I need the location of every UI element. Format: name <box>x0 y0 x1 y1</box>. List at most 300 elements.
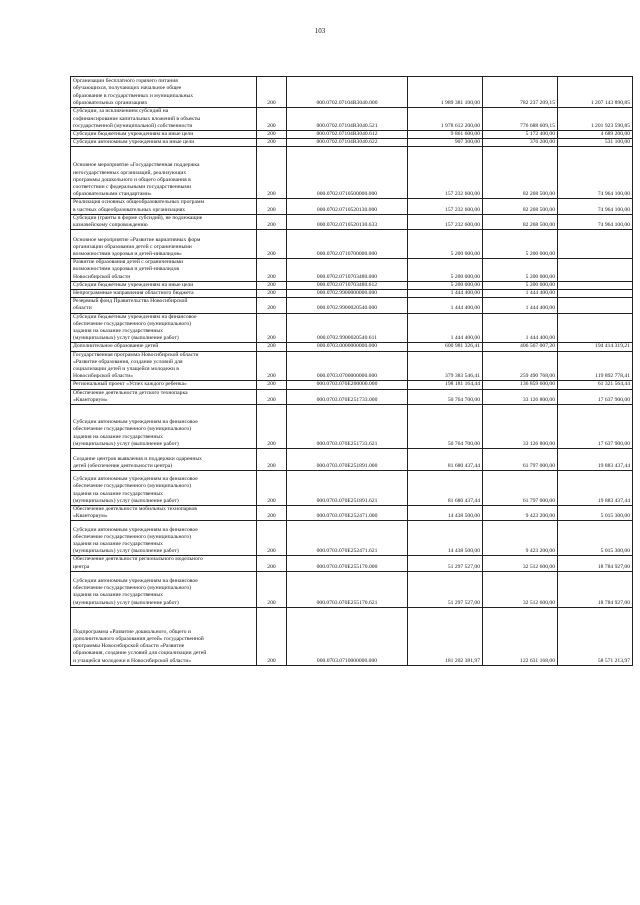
row-executed-amount-text: 5 172 400,00 <box>525 131 555 137</box>
row-executed-amount-cell <box>483 230 558 259</box>
row-remaining-amount-text: 61 321 564,44 <box>597 381 630 388</box>
row-executed-amount-cell <box>483 147 558 199</box>
row-name-cell <box>71 521 257 556</box>
row-approved-amount-text: 5 200 000,00 <box>450 281 480 288</box>
row-admin-code-cell <box>257 343 287 351</box>
row-admin-code-text: 200 <box>267 122 276 129</box>
row-name-cell <box>71 298 257 313</box>
row-name-text: Развитие образования детей с ограниченными возможностями здоровья и детей-инвалидов Новосибирской области <box>73 259 184 280</box>
row-name-text: Субсидии бюджетным учреждениям на финансовое обеспечение государственного (муниципального) задания на оказание государственных (муниципальных) услуг (выполнение работ) <box>73 313 197 342</box>
row-remaining-amount-cell <box>558 259 633 282</box>
row-remaining-amount-cell <box>558 290 633 298</box>
row-approved-amount-cell <box>408 230 483 259</box>
row-approved-amount-text: 50 764 700,00 <box>447 396 480 403</box>
table-row <box>71 471 633 506</box>
row-admin-code-cell <box>257 449 287 471</box>
row-remaining-amount-cell <box>558 506 633 521</box>
row-remaining-amount-cell <box>558 214 633 229</box>
table-row <box>71 556 633 571</box>
row-approved-amount-cell <box>408 313 483 343</box>
row-approved-amount-text: 1 444 400,00 <box>450 290 480 297</box>
table-row <box>71 389 633 404</box>
row-remaining-amount-text: 74 964 100,00 <box>597 222 630 229</box>
row-admin-code-cell <box>257 108 287 131</box>
row-remaining-amount-text: 531 100,00 <box>604 139 630 146</box>
row-executed-amount-text: 5 200 000,00 <box>525 251 555 258</box>
page-number: 103 <box>314 27 326 35</box>
row-name-cell <box>71 556 257 571</box>
row-admin-code-cell <box>257 259 287 282</box>
row-admin-code-text: 200 <box>267 599 276 606</box>
row-admin-code-cell <box>257 506 287 521</box>
row-admin-code-cell <box>257 131 287 139</box>
table-row <box>71 571 633 607</box>
row-remaining-amount-cell <box>558 108 633 131</box>
row-approved-amount-cell <box>408 77 483 108</box>
row-name-text: Обеспечение деятельности детского технопарка «Кванториум» <box>73 389 188 403</box>
row-executed-amount-cell <box>483 214 558 229</box>
row-remaining-amount-cell <box>558 281 633 289</box>
row-admin-code-cell <box>257 77 287 108</box>
row-remaining-amount-cell <box>558 77 633 108</box>
row-executed-amount-cell <box>483 108 558 131</box>
row-name-text: Субсидии автономным учреждениям на финансовое обеспечение государственного (муниципального) задания на оказание государственных (муниципальных) услуг (выполнение работ) <box>73 578 198 606</box>
row-name-text: Основное мероприятие «Развитие вариативных форм организации образования детей с ограниченными возможностями здоровья и детей-инвалидов» <box>73 236 201 258</box>
row-remaining-amount-cell <box>558 607 633 665</box>
row-approved-amount-text: 50 764 700,00 <box>447 440 480 447</box>
row-budget-code-cell <box>287 108 408 131</box>
row-budget-code-cell <box>287 521 408 556</box>
row-remaining-amount-cell <box>558 521 633 556</box>
row-approved-amount-cell <box>408 281 483 289</box>
row-budget-code-cell <box>287 607 408 665</box>
row-remaining-amount-text: 18 784 927,00 <box>597 599 630 606</box>
row-admin-code-cell <box>257 290 287 298</box>
row-name-cell <box>71 139 257 147</box>
row-admin-code-text: 200 <box>267 251 276 258</box>
row-executed-amount-text: 82 268 500,00 <box>522 191 555 198</box>
row-budget-code-text: 000.0703.070E255170.621 <box>316 599 378 606</box>
row-admin-code-text: 200 <box>267 281 276 288</box>
row-approved-amount-cell <box>408 506 483 521</box>
row-remaining-amount-cell <box>558 471 633 506</box>
row-approved-amount-cell <box>408 381 483 389</box>
row-remaining-amount-text: 194 414 319,21 <box>595 343 630 350</box>
row-name-text: Организации бесплатного горячего питания обучающихся, получающих начальное общее образование в государственных и муниципальных образовательных организациях <box>73 78 194 106</box>
row-admin-code-cell <box>257 351 287 381</box>
row-budget-code-cell <box>287 290 408 298</box>
row-approved-amount-cell <box>408 389 483 404</box>
row-name-text: Субсидии автономным учреждениям на финансовое обеспечение государственного (муниципального) задания на оказание государственных (муниципальных) услуг (выполнение работ) <box>73 526 198 555</box>
row-remaining-amount-text: 58 571 213,97 <box>597 657 630 664</box>
table-row <box>71 351 633 381</box>
row-executed-amount-text: 776 688 609,15 <box>520 122 555 129</box>
row-admin-code-text: 200 <box>267 191 276 198</box>
row-approved-amount-text: 1 444 400,00 <box>450 335 480 342</box>
row-name-cell <box>71 281 257 289</box>
table-row <box>71 405 633 449</box>
row-budget-code-text: 000.0702.0710700000.000 <box>316 251 378 258</box>
row-remaining-amount-cell <box>558 230 633 259</box>
row-executed-amount-cell <box>483 281 558 289</box>
row-approved-amount-text: 1 989 381 100,00 <box>440 99 480 106</box>
row-name-cell <box>71 381 257 389</box>
row-executed-amount-text: 9 423 200,00 <box>525 513 555 520</box>
row-remaining-amount-text: 19 883 437,44 <box>597 462 630 469</box>
row-executed-amount-text: 5 200 000,00 <box>525 273 555 280</box>
row-budget-code-cell <box>287 214 408 229</box>
row-executed-amount-text: 136 859 600,00 <box>520 381 555 388</box>
row-budget-code-cell <box>287 77 408 108</box>
row-budget-code-cell <box>287 389 408 404</box>
row-budget-code-cell <box>287 571 408 607</box>
row-approved-amount-text: 1 444 400,00 <box>450 305 480 312</box>
row-budget-code-text: 000.0702.9900000000.000 <box>316 290 378 297</box>
row-approved-amount-cell <box>408 131 483 139</box>
row-remaining-amount-cell <box>558 556 633 571</box>
row-budget-code-text: 000.0702.07104R3040.521 <box>316 122 378 129</box>
row-name-text: Обеспечение деятельности регионального модельного центра <box>73 556 203 570</box>
row-budget-code-cell <box>287 131 408 139</box>
row-budget-code-cell <box>287 351 408 381</box>
row-budget-code-cell <box>287 230 408 259</box>
row-budget-code-text: 000.0703.070E255170.000 <box>316 563 378 570</box>
table-row <box>71 259 633 282</box>
row-admin-code-cell <box>257 571 287 607</box>
row-executed-amount-text: 1 444 400,00 <box>525 335 555 342</box>
row-name-text: Субсидии бюджетным учреждениям на иные цели <box>73 131 194 137</box>
row-admin-code-text: 200 <box>267 335 276 342</box>
row-remaining-amount-text: 1 201 923 590,85 <box>590 122 630 129</box>
row-name-text: Непрограммные направления областного бюджета <box>73 290 194 297</box>
row-executed-amount-text: 122 631 168,00 <box>520 657 555 664</box>
row-name-cell <box>71 230 257 259</box>
row-admin-code-text: 200 <box>267 381 276 388</box>
row-approved-amount-text: 157 232 600,00 <box>445 191 480 198</box>
table-row <box>71 147 633 199</box>
row-name-cell <box>71 108 257 131</box>
row-executed-amount-cell <box>483 571 558 607</box>
row-approved-amount-text: 600 981 326,41 <box>445 343 480 350</box>
row-admin-code-text: 200 <box>267 222 276 229</box>
row-executed-amount-text: 32 512 600,00 <box>522 563 555 570</box>
row-remaining-amount-cell <box>558 298 633 313</box>
row-executed-amount-text: 259 490 768,00 <box>520 373 555 380</box>
row-approved-amount-cell <box>408 449 483 471</box>
row-executed-amount-text: 5 200 000,00 <box>525 281 555 288</box>
row-approved-amount-text: 51 297 527,00 <box>447 599 480 606</box>
row-approved-amount-text: 14 438 500,00 <box>447 548 480 555</box>
row-admin-code-cell <box>257 147 287 199</box>
row-approved-amount-cell <box>408 471 483 506</box>
row-approved-amount-cell <box>408 214 483 229</box>
row-budget-code-text: 000.0703.0710000000.000 <box>316 657 378 664</box>
row-remaining-amount-text: 17 637 900,00 <box>597 396 630 403</box>
row-name-text: Реализация основных общеобразовательных программ в частных общеобразовательных организациях <box>73 199 205 213</box>
row-budget-code-cell <box>287 281 408 289</box>
row-executed-amount-cell <box>483 607 558 665</box>
row-executed-amount-text: 32 512 600,00 <box>522 599 555 606</box>
row-approved-amount-cell <box>408 556 483 571</box>
row-budget-code-text: 000.0703.070E251733.621 <box>316 440 378 447</box>
row-approved-amount-text: 1 978 612 200,00 <box>440 122 480 129</box>
row-approved-amount-text: 198 181 164,44 <box>445 381 480 388</box>
row-name-text: Субсидии автономным учреждениям на иные цели <box>73 139 195 146</box>
row-budget-code-text: 000.0702.07104R3040.612 <box>316 131 378 137</box>
row-remaining-amount-text: 1 207 143 890,85 <box>590 99 630 106</box>
row-name-text: Региональный проект «Успех каждого ребенка» <box>73 381 187 388</box>
row-admin-code-text: 200 <box>267 99 276 106</box>
row-name-cell <box>71 259 257 282</box>
row-remaining-amount-text: 5 015 300,00 <box>600 513 630 520</box>
table-row <box>71 521 633 556</box>
row-name-cell <box>71 607 257 665</box>
row-budget-code-text: 000.0703.070E252471.000 <box>316 513 378 520</box>
row-budget-code-cell <box>287 298 408 313</box>
row-remaining-amount-text: 19 883 437,44 <box>597 497 630 504</box>
row-executed-amount-text: 9 423 200,00 <box>525 548 555 555</box>
row-remaining-amount-text: 17 637 900,00 <box>597 440 630 447</box>
table-row <box>71 290 633 298</box>
row-admin-code-text: 200 <box>267 305 276 312</box>
table-row <box>71 313 633 343</box>
row-name-cell <box>71 313 257 343</box>
row-admin-code-cell <box>257 471 287 506</box>
row-approved-amount-text: 157 232 600,00 <box>445 222 480 229</box>
row-approved-amount-text: 81 680 437,44 <box>447 497 480 504</box>
table-row <box>71 381 633 389</box>
row-remaining-amount-text: 4 689 200,00 <box>600 131 630 137</box>
row-approved-amount-cell <box>408 351 483 381</box>
row-budget-code-text: 000.0703.070E251733.000 <box>316 396 378 403</box>
row-executed-amount-cell <box>483 381 558 389</box>
row-budget-code-cell <box>287 506 408 521</box>
row-remaining-amount-cell <box>558 405 633 449</box>
row-name-text: Субсидии, за исключением субсидий на софинансирование капитальных вложений в объекты государственной (муниципальной) собственности <box>73 108 201 129</box>
row-name-text: Обеспечение деятельности мобильных технопарков «Кванториум» <box>73 506 197 520</box>
row-remaining-amount-cell <box>558 199 633 214</box>
row-budget-code-text: 000.0702.0710520130.000 <box>316 206 378 213</box>
row-name-text: Субсидии бюджетным учреждениям на иные цели <box>73 281 194 288</box>
row-budget-code-text: 000.0702.0710703480.612 <box>316 281 378 288</box>
row-executed-amount-text: 406 567 007,20 <box>520 343 555 350</box>
row-executed-amount-cell <box>483 506 558 521</box>
row-name-text: Подпрограмма «Развитие дошкольного, общего и дополнительного образования детей» государственной программы Новосибирской области «Развитие образования, создание условий для социализации детей и учащейся молодежи в Новосибирской области» <box>73 628 207 664</box>
row-executed-amount-text: 33 126 800,00 <box>522 396 555 403</box>
row-name-cell <box>71 449 257 471</box>
budget-table-body <box>71 77 633 666</box>
row-name-cell <box>71 405 257 449</box>
row-executed-amount-cell <box>483 131 558 139</box>
row-executed-amount-text: 782 237 209,15 <box>520 99 555 106</box>
row-remaining-amount-cell <box>558 131 633 139</box>
row-admin-code-text: 200 <box>267 139 276 146</box>
row-executed-amount-text: 82 268 500,00 <box>522 222 555 229</box>
row-approved-amount-text: 907 300,00 <box>454 139 480 146</box>
row-admin-code-cell <box>257 313 287 343</box>
row-executed-amount-text: 33 126 800,00 <box>522 440 555 447</box>
table-row <box>71 607 633 665</box>
row-remaining-amount-text: 5 015 300,00 <box>600 548 630 555</box>
row-executed-amount-cell <box>483 343 558 351</box>
row-executed-amount-cell <box>483 351 558 381</box>
row-budget-code-text: 000.0703.0000000000.000 <box>316 343 378 350</box>
row-approved-amount-text: 9 861 600,00 <box>450 131 480 137</box>
row-name-cell <box>71 290 257 298</box>
row-executed-amount-text: 61 797 000,00 <box>522 497 555 504</box>
row-admin-code-text: 200 <box>267 462 276 469</box>
row-name-cell <box>71 343 257 351</box>
row-approved-amount-text: 14 438 500,00 <box>447 513 480 520</box>
row-remaining-amount-cell <box>558 389 633 404</box>
table-row <box>71 298 633 313</box>
row-executed-amount-cell <box>483 290 558 298</box>
row-admin-code-text: 200 <box>267 343 276 350</box>
row-name-cell <box>71 214 257 229</box>
table-row <box>71 108 633 131</box>
row-remaining-amount-cell <box>558 139 633 147</box>
table-row <box>71 343 633 351</box>
row-admin-code-text: 200 <box>267 396 276 403</box>
row-name-text: Резервный фонд Правительства Новосибирской области <box>73 298 188 312</box>
row-name-cell <box>71 351 257 381</box>
row-admin-code-cell <box>257 607 287 665</box>
row-admin-code-text: 200 <box>267 548 276 555</box>
row-remaining-amount-cell <box>558 571 633 607</box>
row-admin-code-text: 200 <box>267 440 276 447</box>
row-budget-code-text: 000.0703.0700000000.000 <box>316 373 378 380</box>
row-admin-code-text: 200 <box>267 513 276 520</box>
row-remaining-amount-cell <box>558 313 633 343</box>
table-row <box>71 506 633 521</box>
row-budget-code-cell <box>287 147 408 199</box>
row-budget-code-text: 000.0703.070E252471.621 <box>316 548 378 555</box>
row-executed-amount-cell <box>483 298 558 313</box>
table-row <box>71 230 633 259</box>
row-approved-amount-cell <box>408 298 483 313</box>
row-remaining-amount-cell <box>558 147 633 199</box>
row-admin-code-cell <box>257 521 287 556</box>
row-executed-amount-cell <box>483 259 558 282</box>
row-admin-code-text: 200 <box>267 206 276 213</box>
row-name-text: Дополнительное образование детей <box>73 343 159 350</box>
row-name-text: Основное мероприятие «Государственная поддержка негосударственных организаций, реализующих программы дошкольного и общего образования в соответствии с федеральными государственными образовательными стандартами» <box>73 162 200 198</box>
row-executed-amount-cell <box>483 405 558 449</box>
row-name-cell <box>71 571 257 607</box>
row-admin-code-cell <box>257 230 287 259</box>
row-executed-amount-cell <box>483 77 558 108</box>
row-budget-code-cell <box>287 259 408 282</box>
row-budget-code-text: 000.0702.07104R3040.622 <box>316 139 378 146</box>
row-approved-amount-cell <box>408 607 483 665</box>
row-budget-code-cell <box>287 381 408 389</box>
row-admin-code-cell <box>257 381 287 389</box>
row-executed-amount-cell <box>483 556 558 571</box>
table-row <box>71 199 633 214</box>
row-executed-amount-cell <box>483 313 558 343</box>
row-executed-amount-text: 82 268 500,00 <box>522 206 555 213</box>
row-budget-code-text: 000.0702.0710500000.000 <box>316 191 378 198</box>
row-name-cell <box>71 389 257 404</box>
row-name-cell <box>71 147 257 199</box>
row-budget-code-cell <box>287 556 408 571</box>
table-row <box>71 281 633 289</box>
row-name-cell <box>71 199 257 214</box>
row-remaining-amount-cell <box>558 343 633 351</box>
row-admin-code-text: 200 <box>267 131 276 137</box>
row-approved-amount-cell <box>408 290 483 298</box>
row-approved-amount-cell <box>408 343 483 351</box>
row-name-cell <box>71 506 257 521</box>
row-executed-amount-cell <box>483 521 558 556</box>
row-name-text: Субсидии автономным учреждениям на финансовое обеспечение государственного (муниципального) задания на оказание государственных (муниципальных) услуг (выполнение работ) <box>73 419 198 447</box>
row-remaining-amount-text: 74 964 100,00 <box>597 206 630 213</box>
row-approved-amount-text: 5 200 000,00 <box>450 273 480 280</box>
row-admin-code-cell <box>257 139 287 147</box>
row-budget-code-text: 000.0702.07104R3040.000 <box>316 99 378 106</box>
row-executed-amount-cell <box>483 199 558 214</box>
row-admin-code-text: 200 <box>267 563 276 570</box>
row-budget-code-cell <box>287 139 408 147</box>
row-executed-amount-text: 1 444 400,00 <box>525 305 555 312</box>
row-approved-amount-cell <box>408 199 483 214</box>
row-approved-amount-text: 5 200 000,00 <box>450 251 480 258</box>
row-name-text: Создание центров выявления и поддержки одаренных детей (обеспечение деятельности центра) <box>73 455 202 469</box>
row-approved-amount-cell <box>408 521 483 556</box>
row-approved-amount-cell <box>408 147 483 199</box>
row-admin-code-cell <box>257 298 287 313</box>
row-budget-code-text: 000.0702.9900020540.611 <box>317 335 377 342</box>
row-approved-amount-text: 181 202 381,97 <box>445 657 480 664</box>
row-approved-amount-text: 51 297 527,00 <box>447 563 480 570</box>
table-row <box>71 131 633 139</box>
row-executed-amount-cell <box>483 471 558 506</box>
row-budget-code-text: 000.0703.070E200000.000 <box>316 381 378 388</box>
row-executed-amount-text: 1 444 400,00 <box>525 290 555 297</box>
row-admin-code-cell <box>257 214 287 229</box>
row-budget-code-cell <box>287 343 408 351</box>
row-executed-amount-cell <box>483 139 558 147</box>
row-executed-amount-cell <box>483 389 558 404</box>
row-budget-code-cell <box>287 199 408 214</box>
row-name-text: Субсидии автономным учреждениям на финансовое обеспечение государственного (муниципального) задания на оказание государственных (муниципальных) услуг (выполнение работ) <box>73 476 198 504</box>
row-approved-amount-cell <box>408 571 483 607</box>
row-name-cell <box>71 471 257 506</box>
row-budget-code-cell <box>287 471 408 506</box>
table-row <box>71 214 633 229</box>
row-name-cell <box>71 77 257 108</box>
row-budget-code-text: 000.0702.9900020540.000 <box>316 305 378 312</box>
row-admin-code-text: 200 <box>267 273 276 280</box>
row-remaining-amount-cell <box>558 449 633 471</box>
row-admin-code-cell <box>257 556 287 571</box>
row-admin-code-cell <box>257 199 287 214</box>
row-budget-code-text: 000.0702.0710703480.000 <box>316 273 378 280</box>
row-admin-code-text: 200 <box>267 373 276 380</box>
row-admin-code-cell <box>257 389 287 404</box>
table-row <box>71 139 633 147</box>
row-remaining-amount-text: 74 964 100,00 <box>597 191 630 198</box>
row-budget-code-cell <box>287 405 408 449</box>
row-approved-amount-cell <box>408 108 483 131</box>
row-approved-amount-text: 379 383 546,41 <box>445 373 480 380</box>
budget-table <box>70 76 633 666</box>
row-approved-amount-cell <box>408 405 483 449</box>
row-name-text: Субсидии (гранты в форме субсидий), не подлежащие казначейскому сопровождению <box>73 214 203 229</box>
row-executed-amount-cell <box>483 449 558 471</box>
row-name-cell <box>71 131 257 139</box>
row-approved-amount-cell <box>408 139 483 147</box>
